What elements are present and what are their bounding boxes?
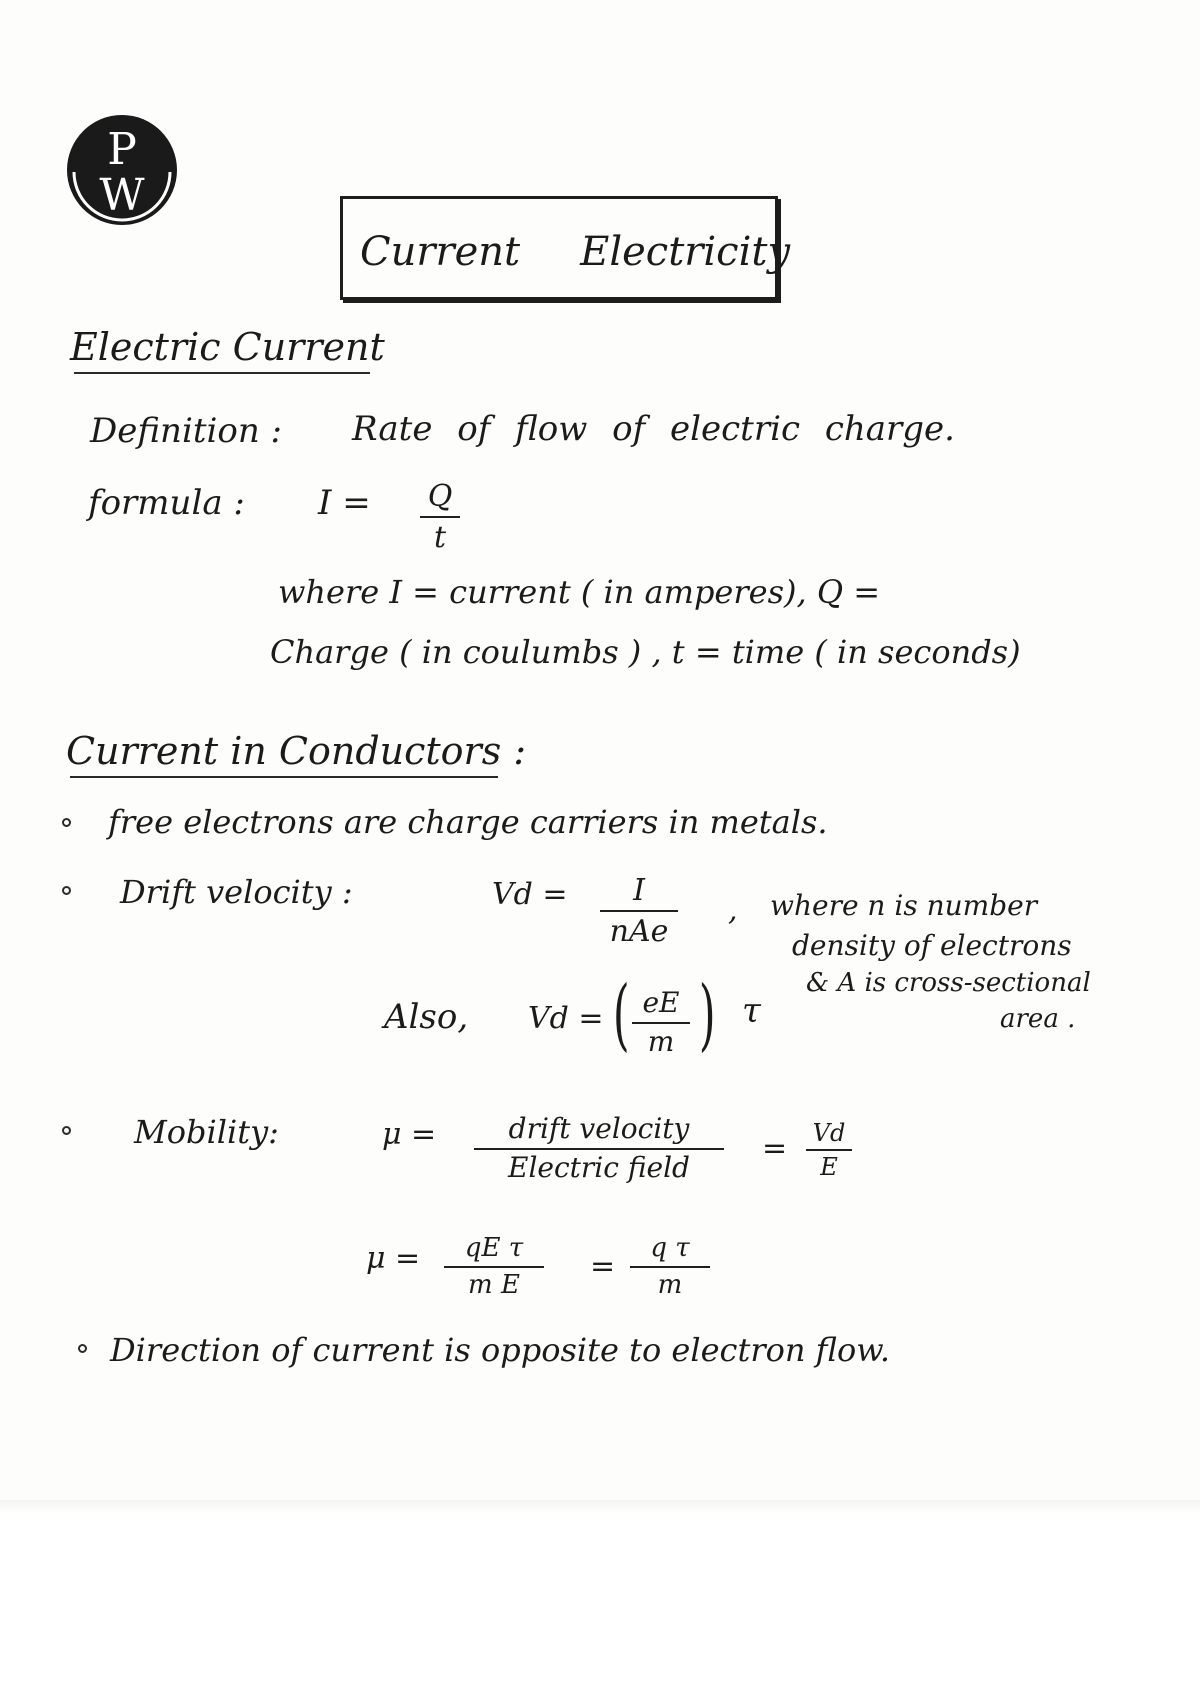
drift-denominator: nAe: [609, 914, 669, 949]
fraction-bar: [444, 1266, 544, 1268]
mu-denominator-2: m: [657, 1269, 683, 1300]
drift-comma: ,: [728, 893, 738, 928]
mu-lhs: μ =: [366, 1241, 421, 1276]
where-line-1: where I = current ( in amperes), Q =: [278, 573, 881, 611]
bullet-point: [62, 1126, 71, 1135]
mobility-denominator-2: E: [820, 1153, 838, 1182]
mobility-denominator: Electric field: [508, 1150, 690, 1184]
fraction-bar: [600, 910, 678, 912]
where-line-2: Charge ( in coulumbs ) , t = time ( in seconds): [270, 633, 1021, 671]
bullet-point: [62, 818, 71, 827]
drift-velocity-label: Drift velocity :: [120, 873, 353, 911]
bullet-point: [62, 886, 71, 895]
left-parenthesis: (: [612, 970, 630, 1060]
also-label: Also,: [384, 997, 469, 1037]
also-numerator: eE: [642, 986, 680, 1019]
drift-note-line-3: & A is cross-sectional: [806, 968, 1091, 998]
formula-fraction: [420, 480, 460, 554]
mu-fraction-2: [630, 1234, 710, 1299]
drift-numerator: I: [633, 873, 645, 908]
also-lhs: Vd =: [528, 1001, 604, 1036]
definition-text: Rate of flow of electric charge.: [352, 409, 955, 449]
heading-underline: [70, 776, 498, 778]
bullet-point: [78, 1344, 87, 1353]
mobility-fraction-2: [806, 1120, 852, 1181]
fraction-bar: [632, 1022, 690, 1024]
mobility-fraction: [474, 1114, 724, 1184]
mobility-equals: =: [762, 1131, 788, 1166]
fraction-bar: [630, 1266, 710, 1268]
also-denominator: m: [647, 1024, 675, 1058]
drift-note-line-1: where n is number: [770, 889, 1038, 922]
svg-text:P: P: [107, 124, 137, 175]
mobility-numerator-2: Vd: [812, 1119, 846, 1147]
mu-numerator-2: q τ: [650, 1233, 690, 1263]
mu-fraction: [444, 1234, 544, 1299]
drift-velocity-fraction: [600, 874, 678, 948]
page-title: [360, 229, 791, 275]
direction-text: Direction of current is opposite to electron flow.: [110, 1331, 891, 1369]
fraction-bar: [474, 1148, 724, 1150]
also-fraction: [632, 988, 690, 1058]
section-heading-electric-current: Electric Current: [70, 325, 385, 369]
blank-margin: [0, 1512, 1200, 1698]
right-parenthesis: ): [698, 970, 716, 1060]
mu-numerator: qE τ: [464, 1233, 524, 1263]
mobility-numerator: drift velocity: [508, 1112, 690, 1145]
title-word-electricity: Electricity: [580, 229, 791, 275]
drift-note-line-4: area .: [1000, 1004, 1076, 1034]
formula-numerator: Q: [427, 479, 453, 514]
definition-label: Definition :: [90, 411, 282, 451]
also-tau: τ: [742, 991, 761, 1031]
svg-text:W: W: [99, 170, 145, 221]
formula-lhs: I =: [318, 483, 371, 523]
free-electrons-text: free electrons are charge carriers in metals.: [108, 803, 828, 841]
mobility-label: Mobility:: [134, 1113, 279, 1151]
heading-underline: [74, 372, 370, 374]
title-word-current: Current: [360, 229, 521, 275]
pw-logo-icon: [64, 112, 180, 228]
fraction-bar: [420, 516, 460, 518]
drift-velocity-lhs: Vd =: [492, 877, 568, 912]
mu-denominator: m E: [468, 1269, 520, 1300]
section-heading-current-in-conductors: Current in Conductors :: [66, 729, 527, 773]
fraction-bar: [806, 1149, 852, 1151]
formula-denominator: t: [433, 520, 447, 555]
drift-note-line-2: density of electrons: [792, 929, 1072, 962]
formula-label: formula :: [88, 483, 245, 523]
mu-equals: =: [590, 1249, 616, 1284]
mobility-lhs: μ =: [382, 1117, 437, 1152]
